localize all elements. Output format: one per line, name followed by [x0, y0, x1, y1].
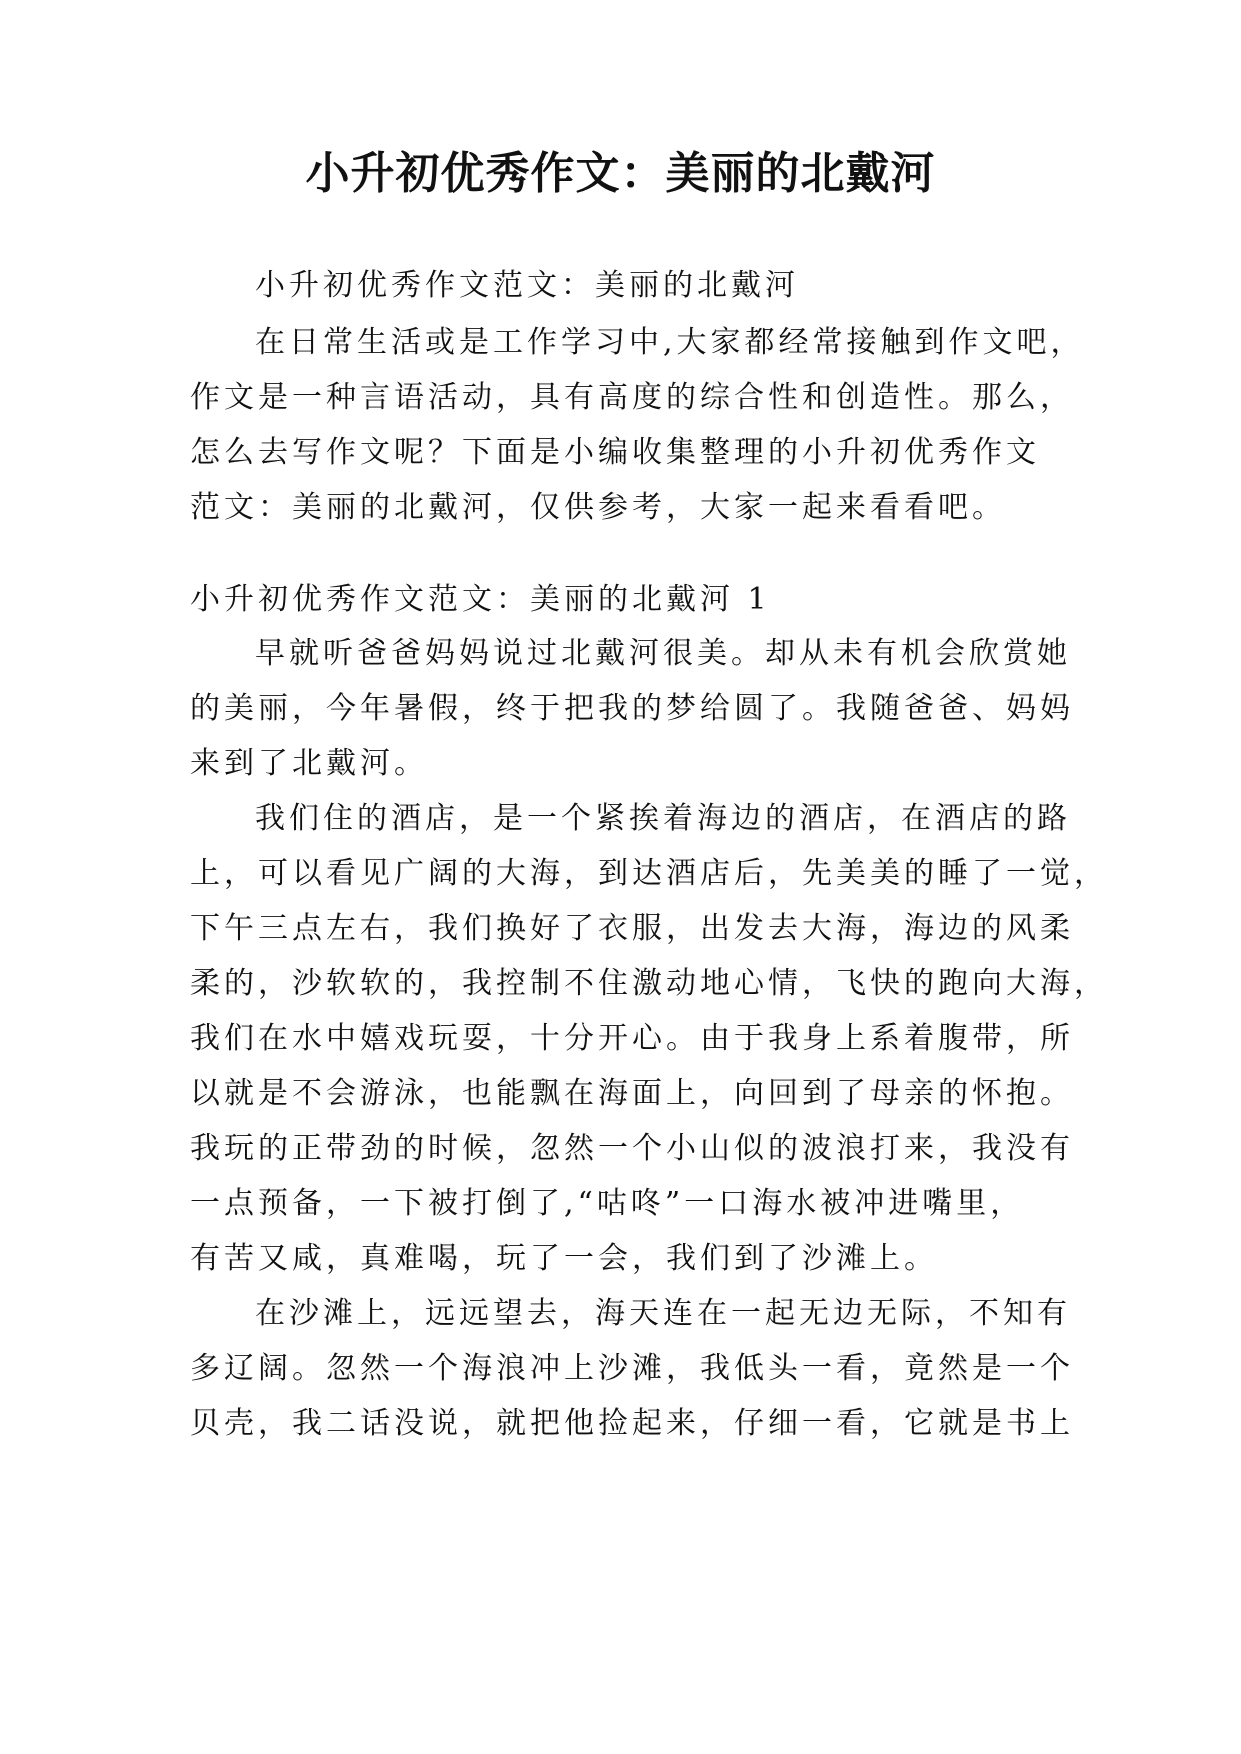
- paragraph-line: 以就是不会游泳，也能飘在海面上，向回到了母亲的怀抱。: [190, 1076, 1074, 1111]
- document-title: 小升初优秀作文：美丽的北戴河: [305, 148, 936, 199]
- paragraph-line: 柔的，沙软软的，我控制不住激动地心情，飞快的跑向大海，: [190, 966, 1108, 1001]
- paragraph-line: 范文：美丽的北戴河，仅供参考，大家一起来看看吧。: [190, 490, 1006, 525]
- paragraph-line: 怎么去写作文呢？下面是小编收集整理的小升初优秀作文: [190, 435, 1040, 470]
- paragraph-line: 来到了北戴河。: [190, 746, 428, 781]
- paragraph-line: 多辽阔。忽然一个海浪冲上沙滩，我低头一看，竟然是一个: [190, 1351, 1074, 1386]
- intro-heading-line: 小升初优秀作文范文：美丽的北戴河: [255, 268, 799, 303]
- paragraph-line: 贝壳，我二话没说，就把他捡起来，仔细一看，它就是书上: [190, 1406, 1074, 1441]
- paragraph-line: 一点预备，一下被打倒了,“咕咚”一口海水被冲进嘴里，: [190, 1186, 1025, 1221]
- paragraph-line: 我们住的酒店，是一个紧挨着海边的酒店，在酒店的路: [255, 801, 1071, 836]
- section-heading-line: 小升初优秀作文范文：美丽的北戴河 1: [190, 582, 771, 617]
- paragraph-line: 下午三点左右，我们换好了衣服，出发去大海，海边的风柔: [190, 911, 1074, 946]
- paragraph-line: 的美丽，今年暑假，终于把我的梦给圆了。我随爸爸、妈妈: [190, 691, 1074, 726]
- paragraph-line: 作文是一种言语活动，具有高度的综合性和创造性。那么，: [190, 380, 1074, 415]
- paragraph-line: 上，可以看见广阔的大海，到达酒店后，先美美的睡了一觉，: [190, 856, 1108, 891]
- paragraph-line: 有苦又咸，真难喝，玩了一会，我们到了沙滩上。: [190, 1241, 938, 1276]
- paragraph-line: 早就听爸爸妈妈说过北戴河很美。却从未有机会欣赏她: [255, 636, 1071, 671]
- paragraph-line: 在日常生活或是工作学习中,大家都经常接触到作文吧，: [255, 325, 1085, 360]
- paragraph-line: 在沙滩上，远远望去，海天连在一起无边无际，不知有: [255, 1296, 1071, 1331]
- paragraph-line: 我玩的正带劲的时候，忽然一个小山似的波浪打来，我没有: [190, 1131, 1074, 1166]
- paragraph-line: 我们在水中嬉戏玩耍，十分开心。由于我身上系着腹带，所: [190, 1021, 1074, 1056]
